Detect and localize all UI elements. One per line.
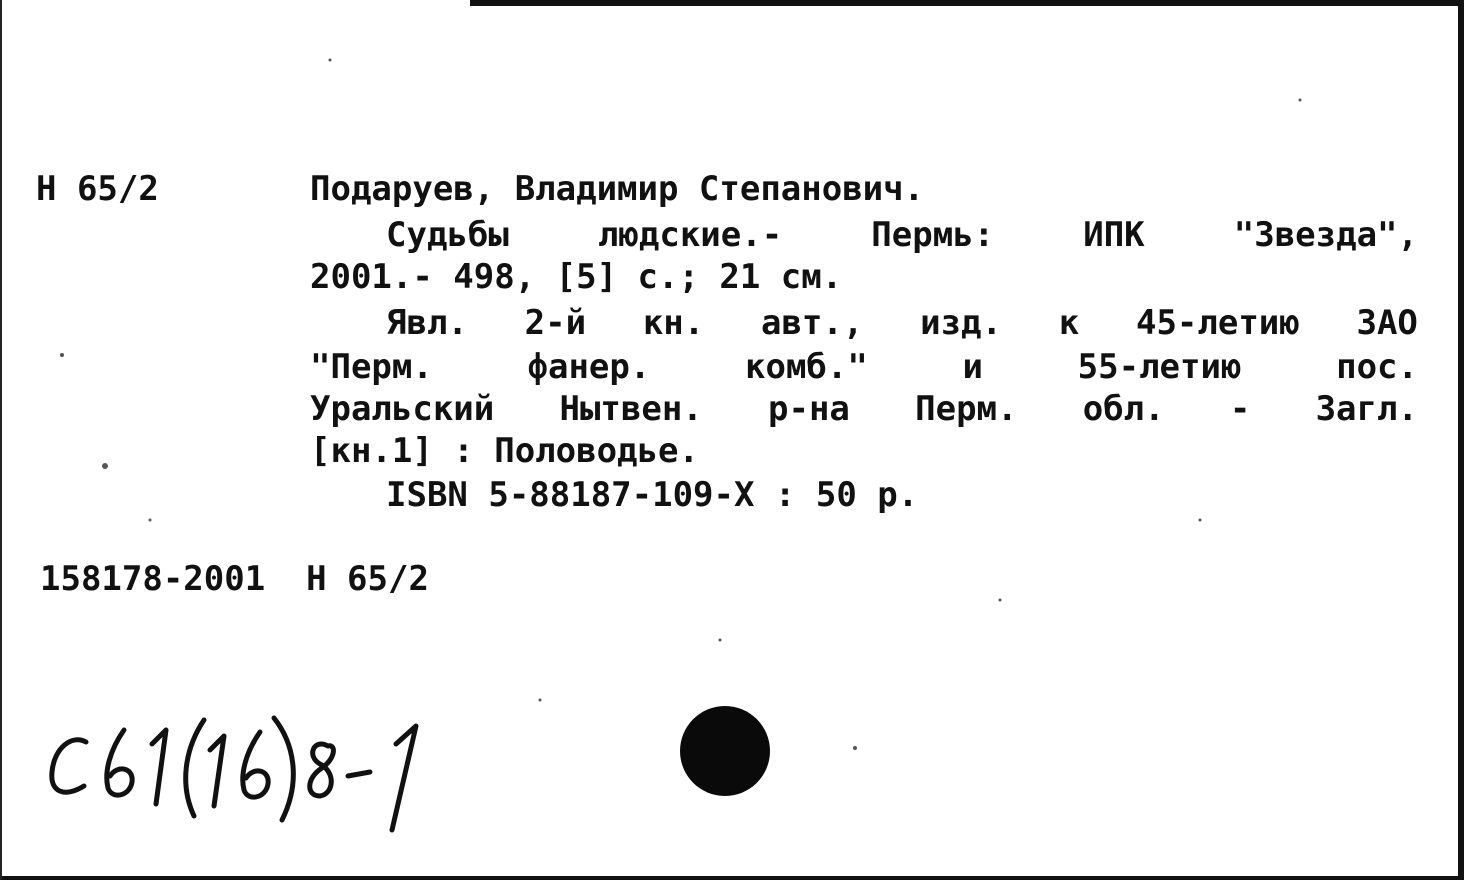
accession-number: 158178-2001 Н 65/2 bbox=[40, 559, 429, 599]
note-word: "Перм. bbox=[310, 347, 433, 387]
note-word: 55-летию bbox=[1077, 347, 1242, 387]
note-word: обл. bbox=[1082, 389, 1165, 429]
note-word: комб." bbox=[745, 347, 868, 387]
note-word: Уральский bbox=[310, 389, 495, 429]
title-word: "Звезда", bbox=[1233, 215, 1418, 255]
note-word: Явл. bbox=[386, 303, 468, 343]
note-word: и bbox=[962, 347, 983, 387]
note-word: - bbox=[1229, 389, 1251, 429]
note-word: Нытвен. bbox=[559, 389, 703, 429]
note-word: 45-летию bbox=[1135, 303, 1300, 343]
title-word: ИПК bbox=[1083, 215, 1145, 255]
note-word: кн. bbox=[642, 303, 705, 343]
title-word: людские.- bbox=[597, 215, 783, 255]
shelf-mark: Н 65/2 bbox=[36, 169, 159, 209]
note-word: фанер. bbox=[527, 347, 651, 387]
note-word: р-на bbox=[768, 389, 850, 429]
isbn-line: ISBN 5-88187-109-X : 50 р. bbox=[386, 475, 919, 515]
note-word: к bbox=[1058, 303, 1080, 343]
note-word: Загл. bbox=[1315, 389, 1418, 429]
note-word: Перм. bbox=[915, 389, 1018, 429]
imprint-line: 2001.- 498, [5] с.; 21 см. bbox=[310, 257, 843, 297]
note-word: ЗАО bbox=[1356, 303, 1418, 343]
note-word: пос. bbox=[1336, 347, 1418, 387]
note-word: авт., bbox=[760, 303, 864, 343]
note-line-4: [кн.1] : Половодье. bbox=[310, 431, 699, 471]
author-heading: Подаруев, Владимир Степанович. bbox=[310, 169, 925, 209]
note-word: 2-й bbox=[524, 303, 587, 343]
note-word: изд. bbox=[920, 303, 1002, 343]
title-word: Пермь: bbox=[871, 215, 995, 255]
title-word: Судьбы bbox=[386, 215, 509, 255]
